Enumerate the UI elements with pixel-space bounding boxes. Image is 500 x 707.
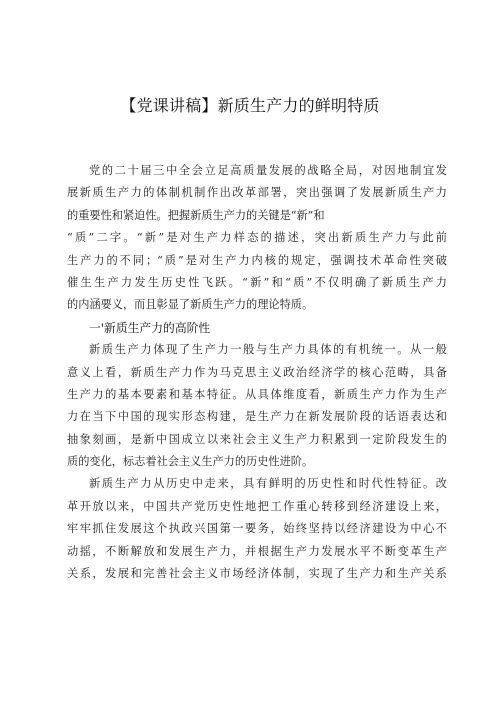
emphasis-text: 国第一要务	[206, 522, 271, 536]
text-line: 关系，发展和完善社会主义市场经济体制，实现了生产力和生产关系	[67, 567, 447, 581]
section1-paragraph-2	[67, 473, 447, 585]
text-line: 生产力的不同；“质”是对生产力内核的规定，强调技术革命性突破	[67, 253, 447, 267]
text-line: 党的二十届三中全会立足高质量发展的战略全局，对因地制宜发	[89, 164, 447, 177]
text-line: 的重要性和紧迫性。把握新质生产力的关键是“新”和	[67, 208, 325, 222]
section1-paragraph-1	[67, 339, 447, 473]
section-heading: 一'新质生产力的高阶性	[89, 320, 211, 335]
text-segment: 牢牢抓住发展这个执政兴	[67, 522, 207, 536]
text-line: 新质生产力从历史中走来，具有鲜明的历史性和时代性特征。改	[89, 477, 447, 491]
text-line: 抽象刻画，是新中国成立以来社会主义生产力积累到一定阶段发生的	[67, 432, 447, 446]
text-line: “质”二字。“新”是对生产力样态的描述，突出新质生产力与此前	[67, 231, 447, 245]
text-line: 动摇，不断解放和发展生产力，并根据生产力发展水平不断变革生产	[67, 544, 447, 558]
text-line: 革开放以来，中国共产党历史性地把工作重心转移到经济建设上来，	[67, 499, 447, 513]
text-line: 生产力的基本要素和基本特征。从具体维度看，新质生产力作为生产	[67, 387, 447, 401]
document-title: 【党课讲稿】新质生产力的鲜明特质	[120, 96, 380, 115]
text-line: 的内涵要义，而且彰显了新质生产力的理论特质。	[67, 298, 314, 312]
text-line: 力在当下中国的现实形态构建，是生产力在新发展阶段的话语表达和	[67, 410, 447, 424]
text-line	[67, 518, 447, 540]
text-line: 意义上看，新质生产力作为马克思主义政治经济学的核心范畴，具备	[67, 365, 447, 379]
text-line: 催生生产力发生历史性飞跃。“新”和“质”不仅明确了新质生产力	[67, 275, 447, 289]
intro-paragraph	[67, 160, 447, 317]
text-line: 质的变化，标志着社会主义生产力的历史性进阶。	[67, 455, 314, 469]
document-body	[67, 160, 447, 585]
text-segment: ，始终坚持以经济建设为中心不	[270, 522, 447, 536]
text-line: 新质生产力体现了生产力一般与生产力具体的有机统一。从一般	[89, 343, 447, 357]
text-line: 展新质生产力的体制机制作出改革部署，突出强调了发展新质生产力	[67, 186, 447, 200]
